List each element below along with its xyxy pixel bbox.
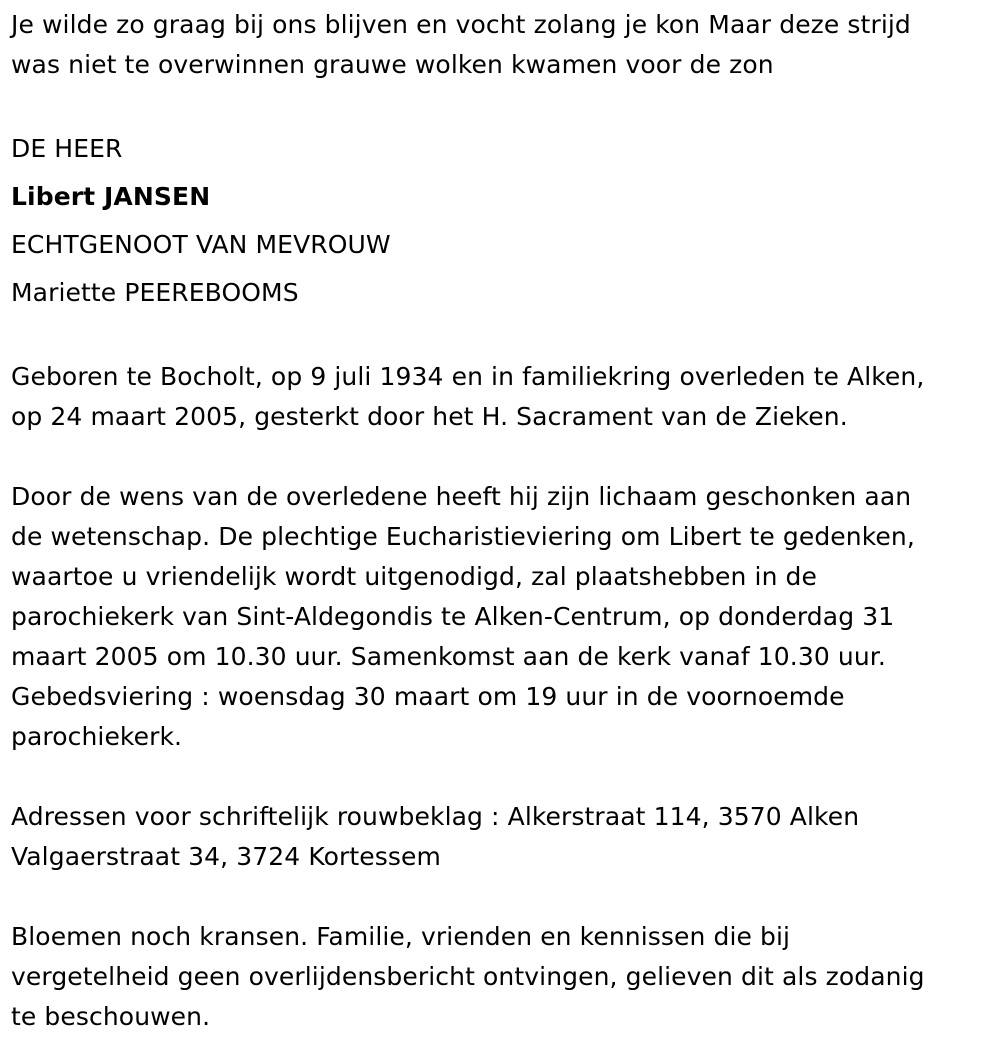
ceremony-paragraph bbox=[11, 477, 986, 757]
paragraph-line: maart 2005 om 10.30 uur. Samenkomst aan de kerk vanaf 10.30 uur. bbox=[11, 642, 886, 671]
spacer bbox=[11, 85, 986, 125]
closing-paragraph bbox=[11, 917, 986, 1037]
paragraph-line: de wetenschap. De plechtige Eucharistieviering om Libert te gedenken, bbox=[11, 522, 915, 551]
spouse-name: Mariette PEEREBOOMS bbox=[11, 278, 299, 307]
birth-death-paragraph bbox=[11, 357, 986, 437]
spacer bbox=[11, 437, 986, 477]
paragraph-line: vergetelheid geen overlijdensbericht ontvingen, gelieven dit als zodanig bbox=[11, 962, 925, 991]
paragraph-line: parochiekerk van Sint-Aldegondis te Alken-Centrum, op donderdag 31 bbox=[11, 602, 895, 631]
person-block bbox=[11, 125, 986, 317]
relation-label: ECHTGENOOT VAN MEVROUW bbox=[11, 230, 391, 259]
poem-line: was niet te overwinnen grauwe wolken kwamen voor de zon bbox=[11, 50, 774, 79]
addresses-paragraph bbox=[11, 797, 986, 877]
paragraph-line: Gebedsviering : woensdag 30 maart om 19 uur in de voornoemde bbox=[11, 682, 845, 711]
poem-line: Je wilde zo graag bij ons blijven en vocht zolang je kon Maar deze strijd bbox=[11, 10, 911, 39]
address-line: Adressen voor schriftelijk rouwbeklag : Alkerstraat 114, 3570 Alken bbox=[11, 802, 860, 831]
paragraph-line: waartoe u vriendelijk wordt uitgenodigd, zal plaatshebben in de bbox=[11, 562, 818, 591]
paragraph-line: op 24 maart 2005, gesterkt door het H. Sacrament van de Zieken. bbox=[11, 402, 848, 431]
spacer bbox=[11, 877, 986, 917]
paragraph-line: Door de wens van de overledene heeft hij zijn lichaam geschonken aan bbox=[11, 482, 912, 511]
spacer bbox=[11, 757, 986, 797]
paragraph-line: parochiekerk. bbox=[11, 722, 183, 751]
address-line: Valgaerstraat 34, 3724 Kortessem bbox=[11, 842, 441, 871]
poem bbox=[11, 5, 986, 85]
paragraph-line: te beschouwen. bbox=[11, 1002, 211, 1031]
paragraph-line: Geboren te Bocholt, op 9 juli 1934 en in familiekring overleden te Alken, bbox=[11, 362, 925, 391]
paragraph-line: Bloemen noch kransen. Familie, vrienden en kennissen die bij bbox=[11, 922, 791, 951]
death-notice bbox=[11, 5, 986, 1037]
deceased-name: Libert JANSEN bbox=[11, 182, 211, 211]
spacer bbox=[11, 317, 986, 357]
honorific-title: DE HEER bbox=[11, 134, 123, 163]
